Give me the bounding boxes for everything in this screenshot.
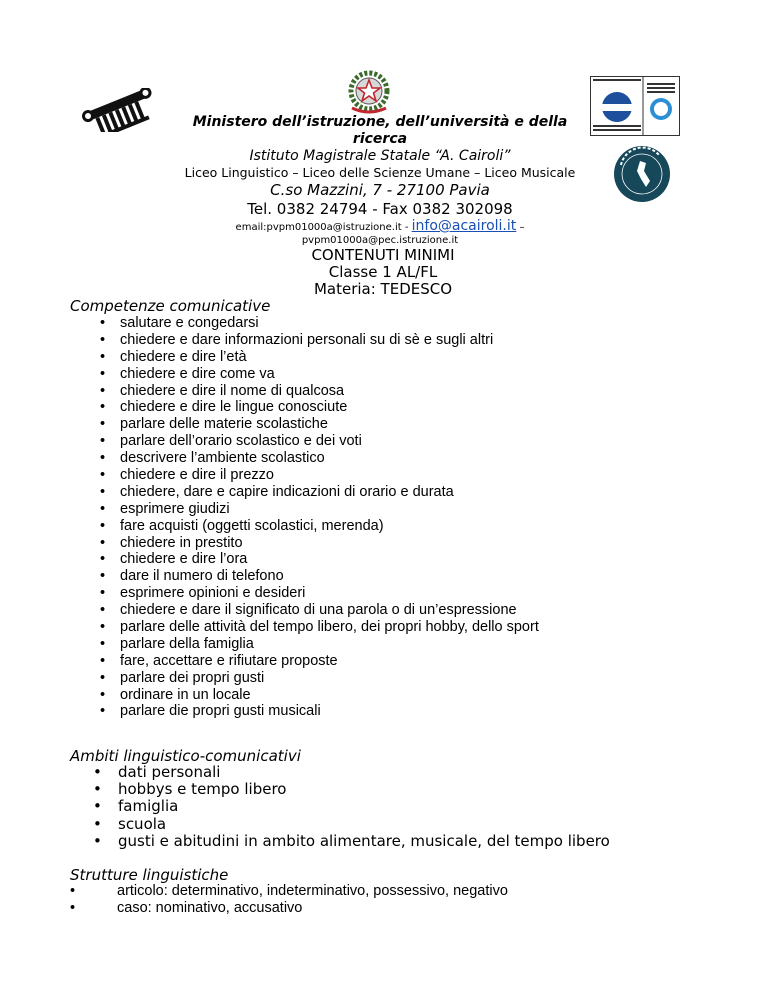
phone-line: Tel. 0382 24794 - Fax 0382 302098: [247, 200, 513, 218]
document-title: [268, 247, 498, 298]
section-heading-strutture: Strutture linguistiche: [70, 866, 229, 884]
italian-republic-emblem-icon: [344, 68, 394, 116]
list-item: • chiedere e dare il significato di una parola o di un’espressione: [100, 602, 539, 619]
email-line: [150, 219, 610, 235]
email-suffix: –: [516, 222, 525, 233]
list-item: • hobbys e tempo libero: [93, 781, 610, 798]
list-item: • parlare dei propri gusti: [100, 670, 539, 687]
school-header: [150, 114, 610, 247]
list-item: • scuola: [93, 816, 610, 833]
institute-name: Istituto Magistrale Statale “A. Cairoli”: [249, 148, 511, 164]
list-item: • caso: nominativo, accusativo: [70, 900, 508, 917]
accredia-seal-icon: [613, 143, 671, 205]
email-link[interactable]: info@acairoli.it: [411, 218, 517, 234]
ministry-title: Ministero dell’istruzione, dell’università e della ricerca: [192, 114, 568, 147]
list-item: • articolo: determinativo, indeterminativo, possessivo, negativo: [70, 883, 508, 900]
list-item: • chiedere in prestito: [100, 535, 539, 552]
title-line-2: Classe 1 AL/FL: [328, 263, 438, 281]
title-line-3: Materia: TEDESCO: [313, 280, 453, 298]
list-item: • parlare delle materie scolastiche: [100, 416, 539, 433]
list-item: • parlare della famiglia: [100, 636, 539, 653]
list-item: • chiedere e dire l’ora: [100, 551, 539, 568]
list-item: • dare il numero di telefono: [100, 568, 539, 585]
section-heading-competenze: Competenze comunicative: [70, 297, 271, 315]
list-item: • dati personali: [93, 764, 610, 781]
strutture-list: [70, 883, 508, 917]
list-item: • chiedere e dire il nome di qualcosa: [100, 383, 539, 400]
title-line-1: CONTENUTI MINIMI: [311, 246, 455, 264]
list-item: • esprimere opinioni e desideri: [100, 585, 539, 602]
list-item: • chiedere e dire il prezzo: [100, 467, 539, 484]
list-item: • parlare die propri gusti musicali: [100, 703, 539, 720]
list-item: • famiglia: [93, 798, 610, 815]
ambiti-list: [93, 764, 610, 850]
list-item: • parlare delle attività del tempo libero, dei propri hobby, dello sport: [100, 619, 539, 636]
list-item: • parlare dell’orario scolastico e dei voti: [100, 433, 539, 450]
list-item: • ordinare in un locale: [100, 687, 539, 704]
list-item: • chiedere e dare informazioni personali su di sè e sugli altri: [100, 332, 539, 349]
list-item: • fare acquisti (oggetti scolastici, merenda): [100, 518, 539, 535]
list-item: • salutare e congedarsi: [100, 315, 539, 332]
section-heading-ambiti: Ambiti linguistico-comunicativi: [70, 747, 301, 765]
list-item: • fare, accettare e rifiutare proposte: [100, 653, 539, 670]
lycees-line: Liceo Linguistico – Liceo delle Scienze Umane – Liceo Musicale: [184, 165, 576, 180]
address-line: C.so Mazzini, 7 - 27100 Pavia: [270, 181, 490, 199]
list-item: • chiedere e dire come va: [100, 366, 539, 383]
list-item: • descrivere l’ambiente scolastico: [100, 450, 539, 467]
list-item: • chiedere e dire l’età: [100, 349, 539, 366]
list-item: • chiedere, dare e capire indicazioni di orario e durata: [100, 484, 539, 501]
list-item: • esprimere giudizi: [100, 501, 539, 518]
pec-line: pvpm01000a@pec.istruzione.it: [301, 235, 459, 246]
competenze-list: [100, 315, 539, 720]
email-prefix: email:pvpm01000a@istruzione.it -: [235, 222, 412, 233]
list-item: • gusti e abitudini in ambito alimentare, musicale, del tempo libero: [93, 833, 610, 850]
school-logo-column-icon: [80, 88, 158, 132]
list-item: • chiedere e dire le lingue conosciute: [100, 399, 539, 416]
